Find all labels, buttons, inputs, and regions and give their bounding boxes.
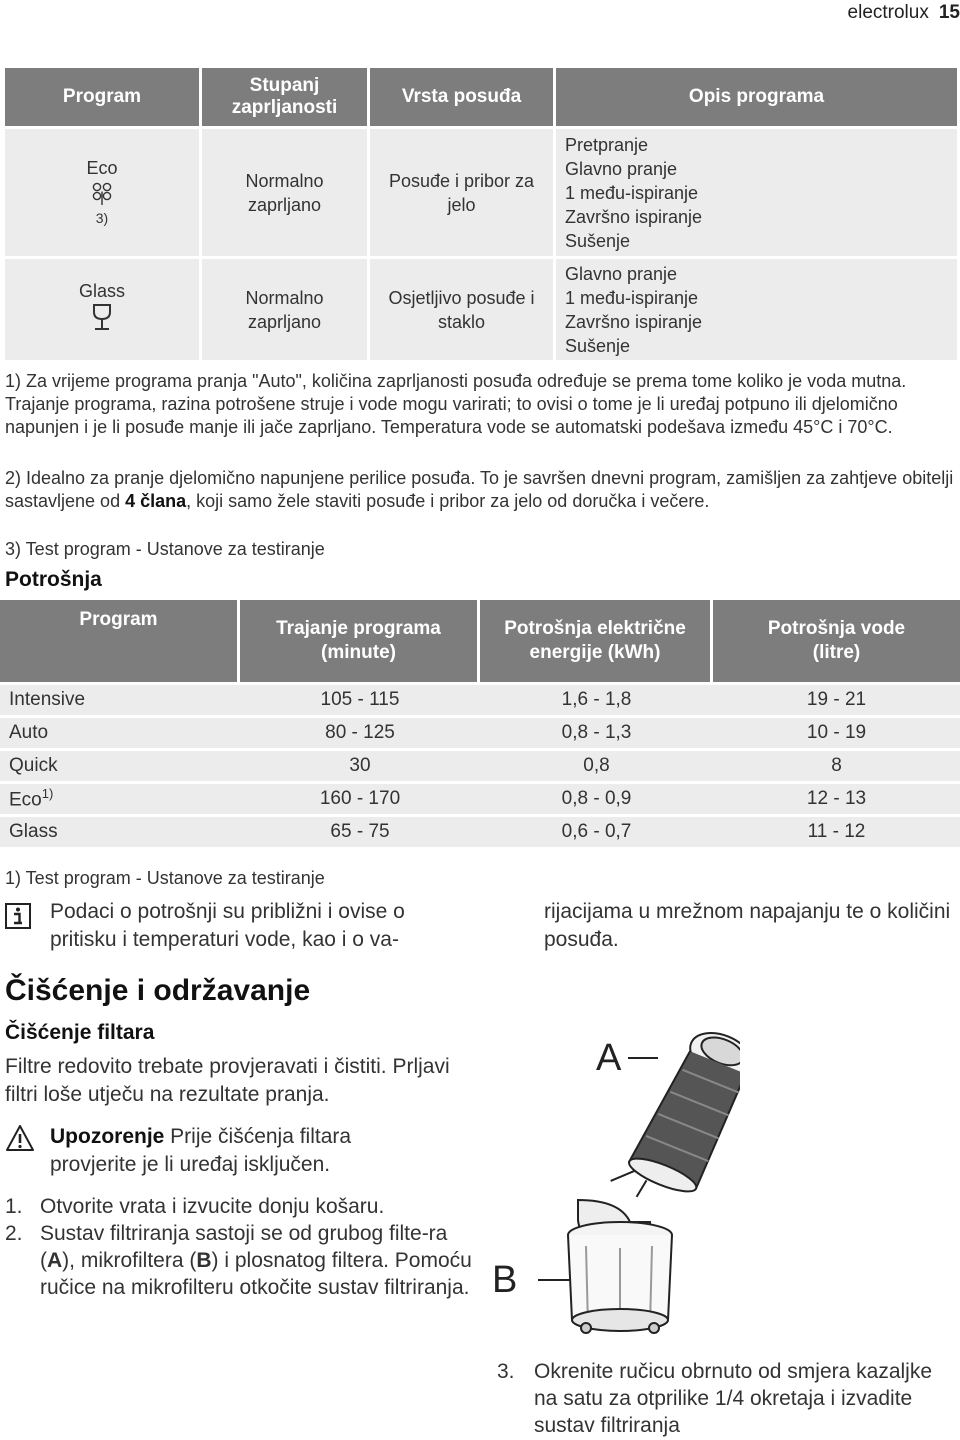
list-item: 1. Otvorite vrata i izvucite donju košaru. — [5, 1195, 385, 1218]
table-row — [0, 715, 960, 748]
footnote-2: 2) Idealno za pranje djelomično napunjene perilice posuđa. To je savršen dnevni program, zamišljen za zahtjeve obitelji sastavljene od 4 člana, koji samo žele staviti posuđe i pribor za jelo od doručka i večere. — [5, 468, 954, 511]
cell-energy: 0,8 - 1,3 — [480, 715, 713, 748]
brand-name: electrolux — [847, 2, 929, 23]
cell-water: 10 - 19 — [713, 715, 960, 748]
filter-intro: Filtre redovito trebate provjeravati i čistiti. Prljavi filtri loše utječu na rezultate pranja. — [5, 1055, 450, 1106]
steps-list — [5, 1193, 475, 1301]
program-cell — [5, 256, 202, 360]
cell-duration: 160 - 170 — [240, 781, 480, 814]
program-table — [5, 68, 957, 360]
col-header-program: Program — [0, 600, 240, 682]
footnote-ref: 1) — [41, 786, 54, 802]
cell-duration: 80 - 125 — [240, 715, 480, 748]
program-name: Eco — [86, 157, 118, 178]
cell-program: Intensive — [0, 682, 240, 715]
program-footnote-ref: 3) — [95, 209, 109, 226]
coarse-filter-a — [609, 1016, 740, 1218]
program-cell — [5, 126, 202, 256]
cell-energy: 0,8 - 0,9 — [480, 781, 713, 814]
cell-water: 12 - 13 — [713, 781, 960, 814]
col-header-program: Program — [5, 68, 202, 126]
info-text-left: Podaci o potrošnji su približni i ovise o pritisku i temperaturi vode, kao i o va- — [50, 900, 405, 951]
filter-illustration — [490, 1010, 740, 1340]
page-header — [848, 2, 960, 26]
warning-text: Upozorenje Prije čišćenja filtara provjerite je li uređaj isključen. — [50, 1125, 352, 1176]
cell-program: Quick — [0, 748, 240, 781]
filter-cleaning-heading: Čišćenje filtara — [5, 1021, 155, 1044]
cell-water: 8 — [713, 748, 960, 781]
consumption-heading: Potrošnja — [5, 568, 102, 591]
page-number: 15 — [938, 2, 960, 23]
cell-water: 11 - 12 — [713, 814, 960, 847]
info-icon — [5, 903, 31, 929]
col-header-soil: Stupanj zaprljanosti — [202, 68, 370, 126]
cell-energy: 1,6 - 1,8 — [480, 682, 713, 715]
col-header-description: Opis programa — [556, 68, 957, 126]
col-header-energy: Potrošnja električne energije (kWh) — [480, 600, 713, 682]
cell-duration: 65 - 75 — [240, 814, 480, 847]
cell-water: 19 - 21 — [713, 682, 960, 715]
cell-duration: 105 - 115 — [240, 682, 480, 715]
dishes-cell: Posuđe i pribor za jelo — [370, 126, 556, 256]
table-row — [0, 682, 960, 715]
consumption-table — [0, 600, 960, 847]
cell-program: Eco$^{1)}$ — [0, 781, 240, 814]
label-a: A — [596, 1037, 622, 1079]
cleaning-heading: Čišćenje i održavanje — [5, 974, 311, 1007]
col-header-dishes: Vrsta posuđa — [370, 68, 556, 126]
consumption-footnote: 1) Test program - Ustanove za testiranje — [5, 868, 325, 888]
dishes-cell: Osjetljivo posuđe i staklo — [370, 256, 556, 360]
table-row — [5, 126, 957, 256]
table-row — [0, 781, 960, 814]
warning-label: Upozorenje — [50, 1125, 165, 1148]
col-header-duration: Trajanje programa (minute) — [240, 600, 480, 682]
wine-glass-icon — [5, 303, 199, 329]
description-cell: Pretpranje Glavno pranje 1 među-ispiranje Završno ispiranje Sušenje — [556, 126, 957, 256]
table-row — [5, 256, 957, 360]
consumption-table-header — [0, 600, 960, 682]
footnote-1: 1) Za vrijeme programa pranja "Auto", količina zaprljanosti posuđa određuje se prema tome koliko je voda mutna. Trajanje programa, razina potrošene struje i vode mogu varirati; to ovisi o tome je li uređaj potpuno ili djelomično napunjen i je li posuđe manje ili jače zaprljano. Temperatura vode se automatski podešava između 45°C i 70°C. — [5, 371, 907, 437]
description-cell: Glavno pranje 1 među-ispiranje Završno ispiranje Sušenje — [556, 256, 957, 360]
eco-icon — [5, 180, 199, 206]
soil-cell: Normalno zaprljano — [202, 256, 370, 360]
cell-energy: 0,6 - 0,7 — [480, 814, 713, 847]
cell-duration: 30 — [240, 748, 480, 781]
step-3: 3. Okrenite ručicu obrnuto od smjera kazaljke na satu za otprilike 1/4 okretaja i izvadite sustav filtriranja — [497, 1360, 933, 1437]
cell-program: Glass — [0, 814, 240, 847]
cell-energy: 0,8 — [480, 748, 713, 781]
filter-drawing — [490, 1010, 740, 1340]
cell-program: Auto — [0, 715, 240, 748]
program-name: Glass — [78, 281, 125, 301]
soil-cell: Normalno zaprljano — [202, 126, 370, 256]
table-row — [0, 814, 960, 847]
program-table-header — [5, 68, 957, 126]
col-header-water: Potrošnja vode (litre) — [713, 600, 960, 682]
info-text-right: rijacijama u mrežnom napajanju te o količini posuđa. — [544, 900, 951, 951]
list-item: 2. Sustav filtriranja sastoji se od grubog filte-ra (A), mikrofiltera (B) i plosnatog filtera. Pomoću ručice na mikrofilteru otkočite sustav filtriranja. — [5, 1222, 472, 1299]
warning-icon — [5, 1124, 35, 1152]
table-row — [0, 748, 960, 781]
label-b: B — [492, 1259, 518, 1301]
footnote-3: 3) Test program - Ustanove za testiranje — [5, 539, 325, 559]
